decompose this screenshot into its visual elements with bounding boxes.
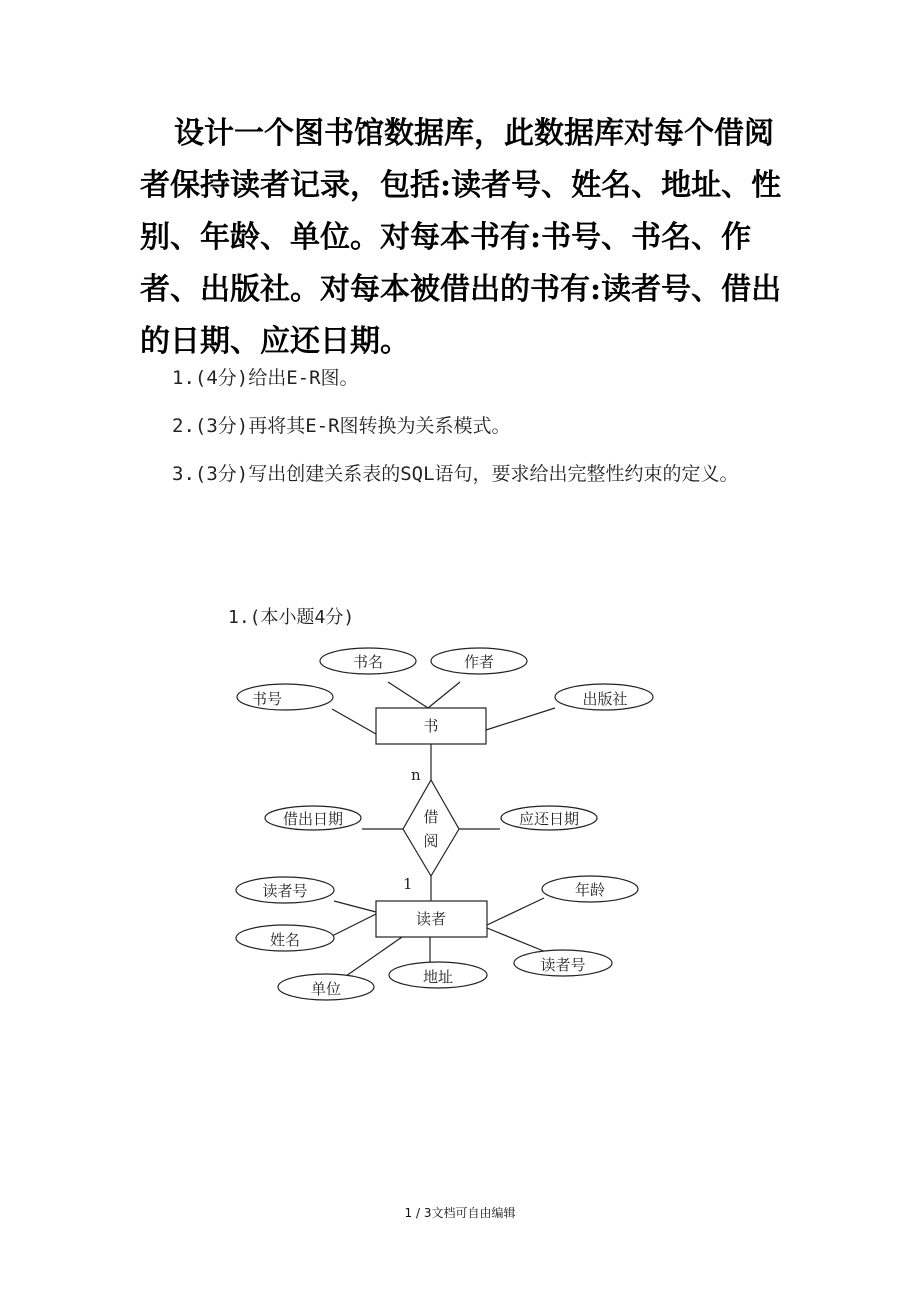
attr-book-publisher-label: 出版社 — [582, 690, 628, 708]
question-3: 3.(3分)写出创建关系表的SQL语句，要求给出完整性约束的定义。 — [172, 463, 739, 485]
attr-due-date-label: 应还日期 — [518, 810, 580, 828]
edge-book-publisher — [486, 708, 555, 730]
relationship-label-line1: 借 — [423, 808, 439, 826]
problem-statement: 设计一个图书馆数据库，此数据库对每个借阅者保持读者记录，包括:读者号、姓名、地址、性别、年龄、单位。对每本书有:书号、书名、作者、出版社。对每本被借出的书有:读者号、借出的日期、应还日期。 — [140, 116, 782, 359]
attr-reader-name-label: 姓名 — [269, 931, 301, 949]
cardinality-n: n — [411, 766, 421, 784]
relationship-borrow — [403, 780, 459, 876]
edge-reader-name — [328, 914, 376, 938]
page-footer: 1 / 3文档可自由编辑 — [404, 1206, 516, 1220]
edge-book-number — [332, 709, 376, 734]
edge-reader-number — [334, 901, 376, 912]
relationship-label-line2: 阅 — [423, 832, 439, 850]
attr-book-author-label: 作者 — [463, 653, 495, 671]
question-1: 1.(4分)给出E-R图。 — [172, 367, 359, 389]
attr-book-title-label: 书名 — [352, 653, 384, 671]
attr-reader-age-label: 年龄 — [574, 881, 606, 899]
question-2: 2.(3分)再将其E-R图转换为关系模式。 — [172, 415, 511, 437]
attr-book-number-label: 书号 — [251, 690, 283, 708]
attr-borrow-date-label: 借出日期 — [282, 810, 344, 828]
entity-book-label: 书 — [423, 717, 439, 735]
attr-reader-number-2-label: 读者号 — [540, 956, 586, 974]
edge-reader-age — [487, 898, 544, 925]
edge-reader-number-2 — [487, 928, 546, 952]
answer-heading: 1.(本小题4分) — [228, 607, 355, 628]
entity-reader-label: 读者 — [415, 910, 447, 928]
attr-reader-unit-label: 单位 — [310, 980, 342, 998]
cardinality-1: 1 — [403, 875, 413, 893]
edge-book-author — [428, 682, 460, 708]
attr-reader-address-label: 地址 — [422, 968, 454, 986]
attr-reader-number-label: 读者号 — [262, 882, 308, 900]
edge-book-title — [388, 682, 428, 708]
